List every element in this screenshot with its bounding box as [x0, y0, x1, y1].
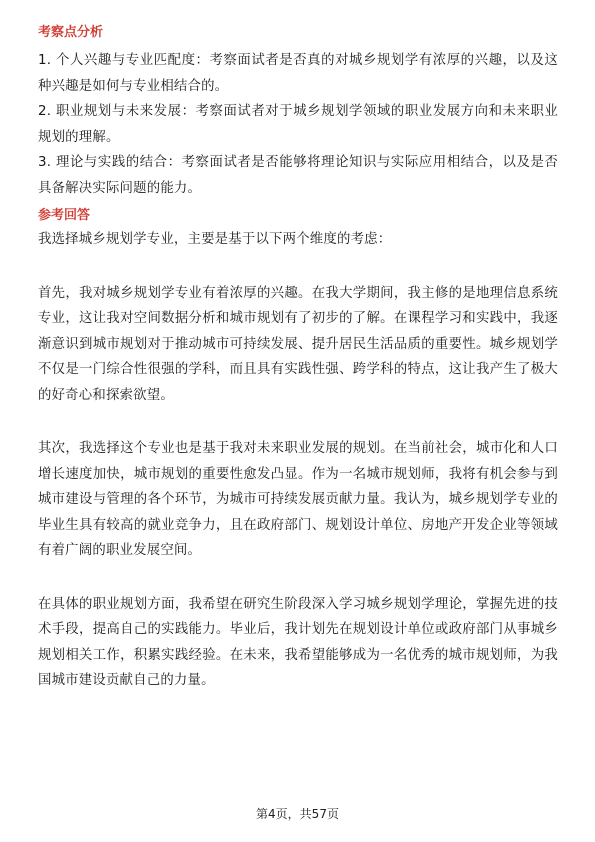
answer-paragraph-1: 首先，我对城乡规划学专业有着浓厚的兴趣。在我大学期间，我主修的是地理信息系统专业，这让我对空间数据分析和城市规划有了初步的了解。在课程学习和实践中，我逐渐意识到城市规划对于推动城市可持续发展、提升居民生活品质的重要性。城乡规划学不仅是一门综合性很强的学科，而且具有实践性强、跨学科的特点，这让我产生了极大的好奇心和探索欲望。: [38, 285, 558, 403]
analysis-item-1: 1. 个人兴趣与专业匹配度：考察面试者是否真的对城乡规划学有浓厚的兴趣，以及这种兴趣是如何与专业相结合的。: [38, 53, 558, 94]
answer-heading: 参考回答: [38, 208, 91, 223]
analysis-item-2: 2. 职业规划与未来发展：考察面试者对于城乡规划学领域的职业发展方向和未来职业规划的理解。: [38, 104, 558, 145]
answer-paragraph-2: 其次，我选择这个专业也是基于我对未来职业发展的规划。在当前社会，城市化和人口增长速度加快，城市规划的重要性愈发凸显。作为一名城市规划师，我将有机会参与到城市建设与管理的各个环节，为城市可持续发展贡献力量。我认为，城乡规划学专业的毕业生具有较高的就业竞争力，且在政府部门、规划设计单位、房地产开发企业等领域有着广阔的职业发展空间。: [38, 441, 558, 558]
analysis-item-3: 3. 理论与实践的结合：考察面试者是否能够将理论知识与实际应用相结合，以及是否具备解决实际问题的能力。: [38, 155, 558, 196]
answer-intro: 我选择城乡规划学专业，主要是基于以下两个维度的考虑：: [38, 232, 392, 247]
document-page: [38, 22, 558, 694]
answer-paragraph-3: 在具体的职业规划方面，我希望在研究生阶段深入学习城乡规划学理论，掌握先进的技术手段，提高自己的实践能力。毕业后，我计划先在规划设计单位或政府部门从事城乡规划相关工作，积累实践经验。在未来，我希望能够成为一名优秀的城市规划师，为我国城市建设贡献自己的力量。: [38, 596, 558, 688]
analysis-heading: 考察点分析: [38, 25, 104, 40]
page-number: 第4页，共57页: [256, 807, 339, 821]
